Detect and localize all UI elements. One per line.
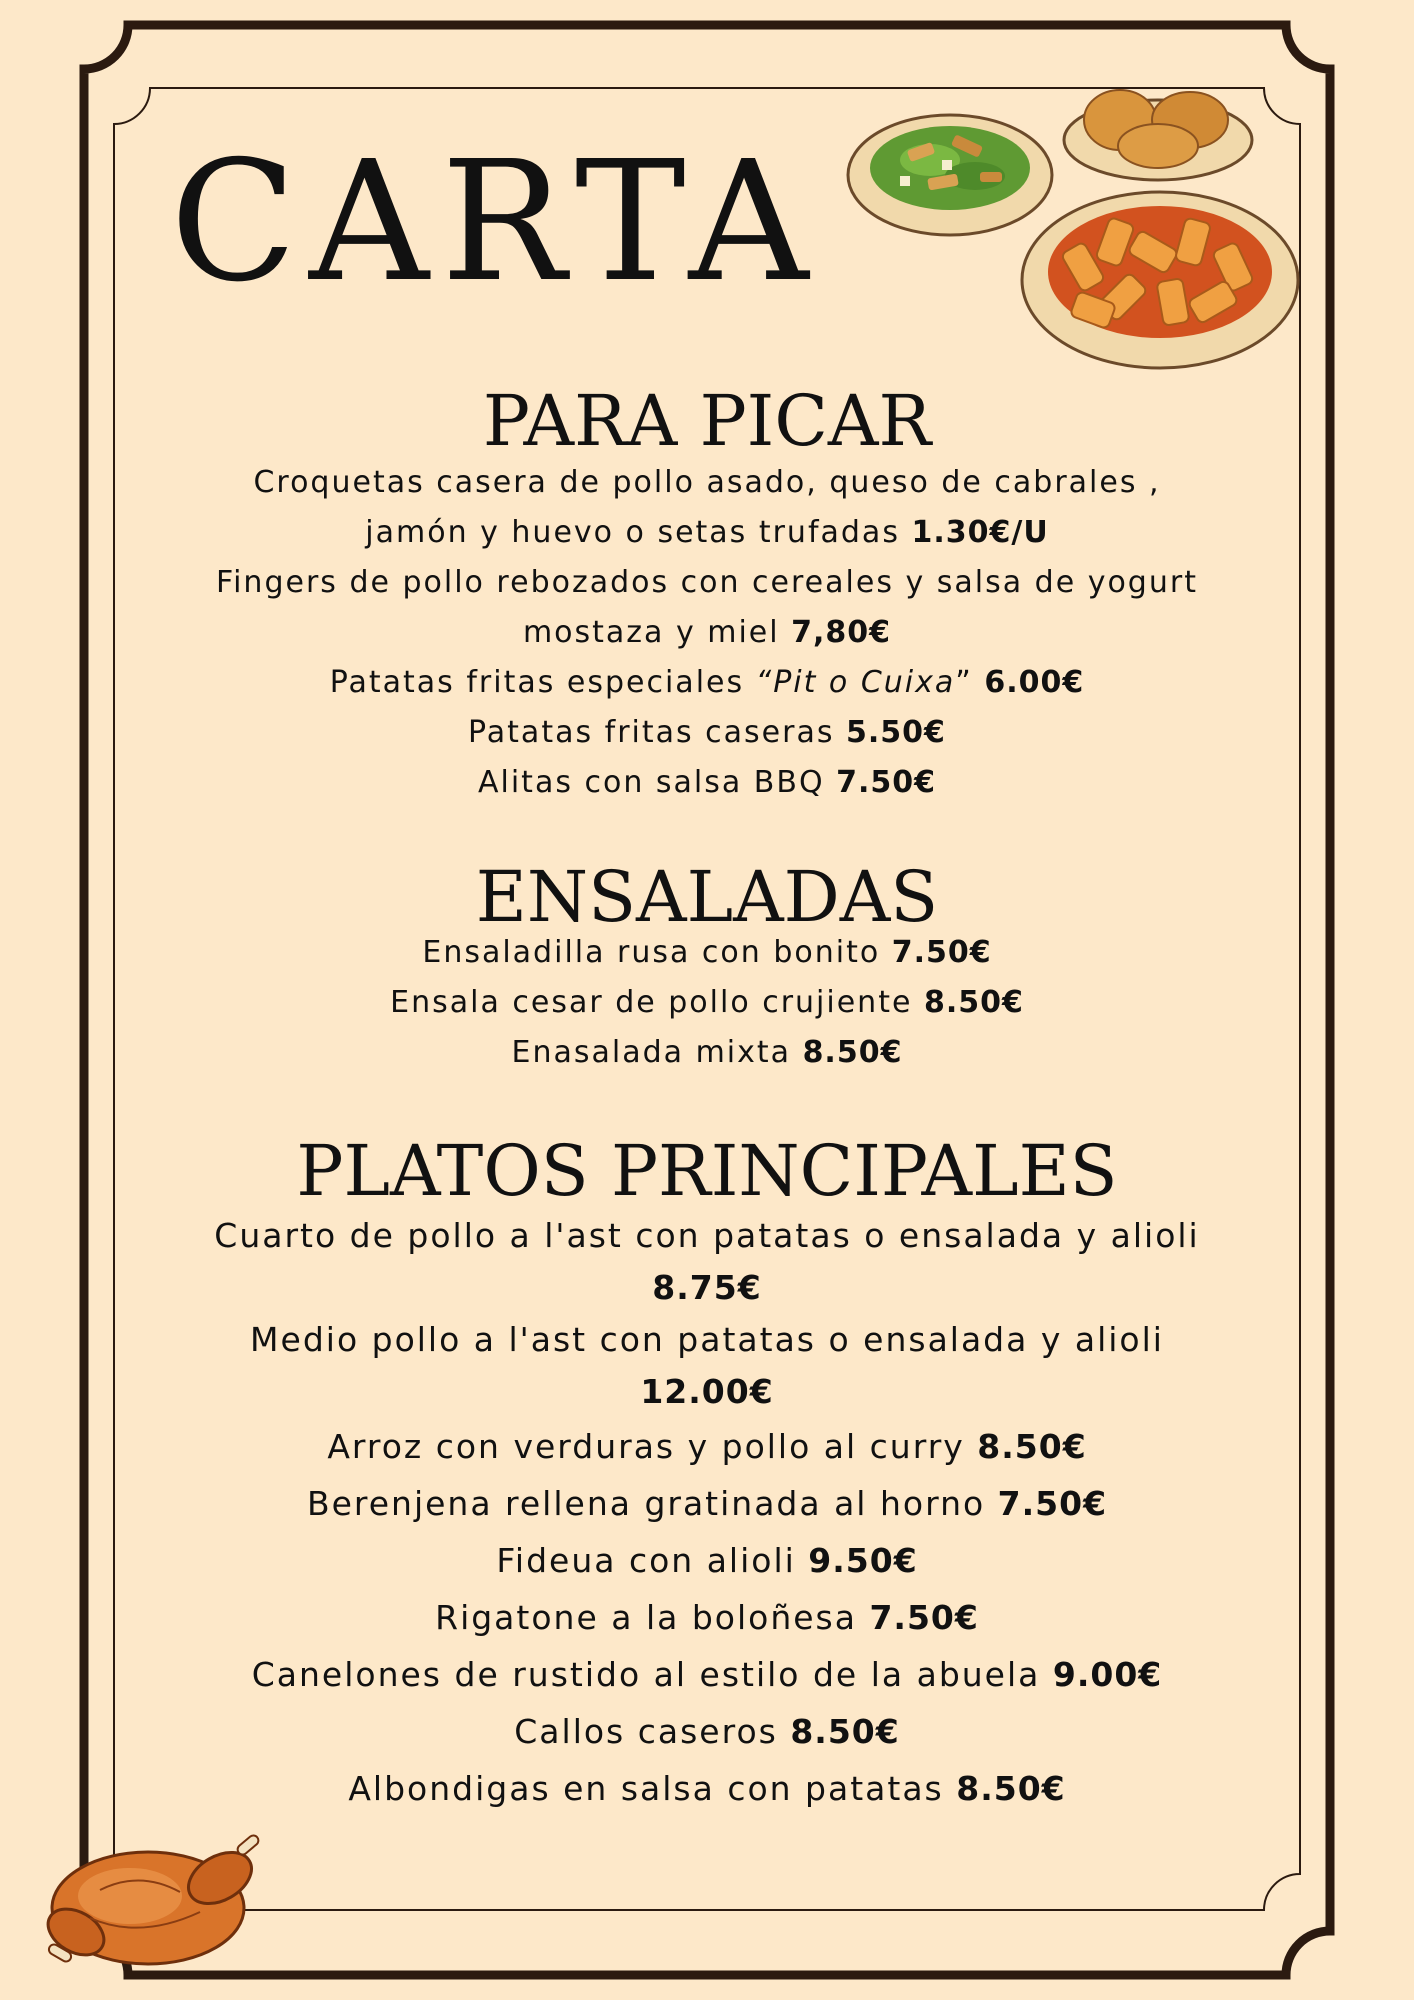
menu-item: [120, 608, 1294, 658]
item-text: Fingers de pollo rebozados con cereales y salsa de yogurt: [216, 565, 1198, 600]
item-text: mostaza y miel: [522, 615, 792, 650]
menu-item: [120, 1532, 1294, 1589]
item-price: 7.50€: [836, 765, 937, 800]
menu-item: [120, 978, 1294, 1028]
menu-item: [120, 1028, 1294, 1078]
menu-item: [120, 1366, 1294, 1418]
menu-item: [120, 1475, 1294, 1532]
item-price: 12.00€: [640, 1372, 774, 1411]
item-text: Cuarto de pollo a l'ast con patatas o ensalada y alioli: [214, 1216, 1200, 1255]
menu-item: [120, 558, 1294, 608]
item-text: Alitas con salsa BBQ: [477, 765, 837, 800]
menu-item: [120, 1418, 1294, 1475]
item-price: 8.50€: [923, 985, 1024, 1020]
item-price: 9.50€: [808, 1541, 918, 1580]
menu-item: [120, 658, 1294, 708]
section-items-platos-principales: [120, 1210, 1294, 1817]
item-price: 1.30€/U: [911, 515, 1049, 550]
menu-item: [120, 708, 1294, 758]
section-items-para-picar: [120, 458, 1294, 808]
menu-item: [120, 1589, 1294, 1646]
menu-item: [120, 1314, 1294, 1366]
item-text-italic: “Pit o Cuixa: [755, 665, 956, 700]
menu-item: [120, 1262, 1294, 1314]
menu-title: CARTA: [170, 126, 821, 319]
section-items-ensaladas: [120, 928, 1294, 1078]
section-title-platos-principales: [0, 1130, 1414, 1212]
food-illustration: [840, 80, 1310, 380]
section-heading: PARA PICAR: [482, 380, 932, 462]
menu-item: [120, 928, 1294, 978]
item-text: Berenjena rellena gratinada al horno: [306, 1484, 998, 1523]
menu-item: [120, 508, 1294, 558]
item-price: 7.50€: [869, 1598, 979, 1637]
section-title-para-picar: [0, 380, 1414, 462]
section-heading: ENSALADAS: [475, 856, 939, 938]
item-price: 8.75€: [652, 1268, 762, 1307]
roast-chicken-icon: [30, 1800, 270, 1980]
item-text: Albondigas en salsa con patatas: [348, 1769, 957, 1808]
item-text: Enasalada mixta: [511, 1035, 803, 1070]
item-price: 8.50€: [977, 1427, 1087, 1466]
menu-item: [120, 1210, 1294, 1262]
item-price: 7,80€: [791, 615, 892, 650]
item-text: Callos caseros: [514, 1712, 791, 1751]
rigatoni-plate-icon: [1022, 192, 1298, 368]
item-text: Ensaladilla rusa con bonito: [422, 935, 892, 970]
item-price: 6.00€: [984, 665, 1085, 700]
item-price: 7.50€: [891, 935, 992, 970]
salad-plate-icon: [848, 115, 1052, 235]
section-heading: PLATOS PRINCIPALES: [296, 1130, 1118, 1212]
item-text: Patatas fritas especiales: [329, 665, 756, 700]
item-price: 7.50€: [997, 1484, 1108, 1523]
menu-item: [120, 1646, 1294, 1703]
item-text: jamón y huevo o setas trufadas: [365, 515, 912, 550]
item-text: Canelones de rustido al estilo de la abuela: [251, 1655, 1053, 1694]
item-price: 8.50€: [956, 1769, 1066, 1808]
item-price: 9.00€: [1052, 1655, 1163, 1694]
item-text: ”: [955, 665, 985, 700]
menu-item: [120, 1703, 1294, 1760]
menu-item: [120, 458, 1294, 508]
menu-item: [120, 1760, 1294, 1817]
item-text: Arroz con verduras y pollo al curry: [327, 1427, 978, 1466]
croquettes-plate-icon: [1064, 90, 1252, 180]
item-text: Medio pollo a l'ast con patatas o ensalada y alioli: [250, 1320, 1164, 1359]
item-text: Ensala cesar de pollo crujiente: [390, 985, 924, 1020]
item-price: 8.50€: [790, 1712, 900, 1751]
item-text: Fideua con alioli: [496, 1541, 809, 1580]
item-price: 5.50€: [846, 715, 946, 750]
menu-item: [120, 758, 1294, 808]
item-price: 8.50€: [802, 1035, 903, 1070]
item-text: Patatas fritas caseras: [468, 715, 847, 750]
item-text: Rigatone a la boloñesa: [435, 1598, 870, 1637]
item-text: Croquetas casera de pollo asado, queso de cabrales ,: [253, 465, 1161, 500]
section-title-ensaladas: [0, 856, 1414, 938]
